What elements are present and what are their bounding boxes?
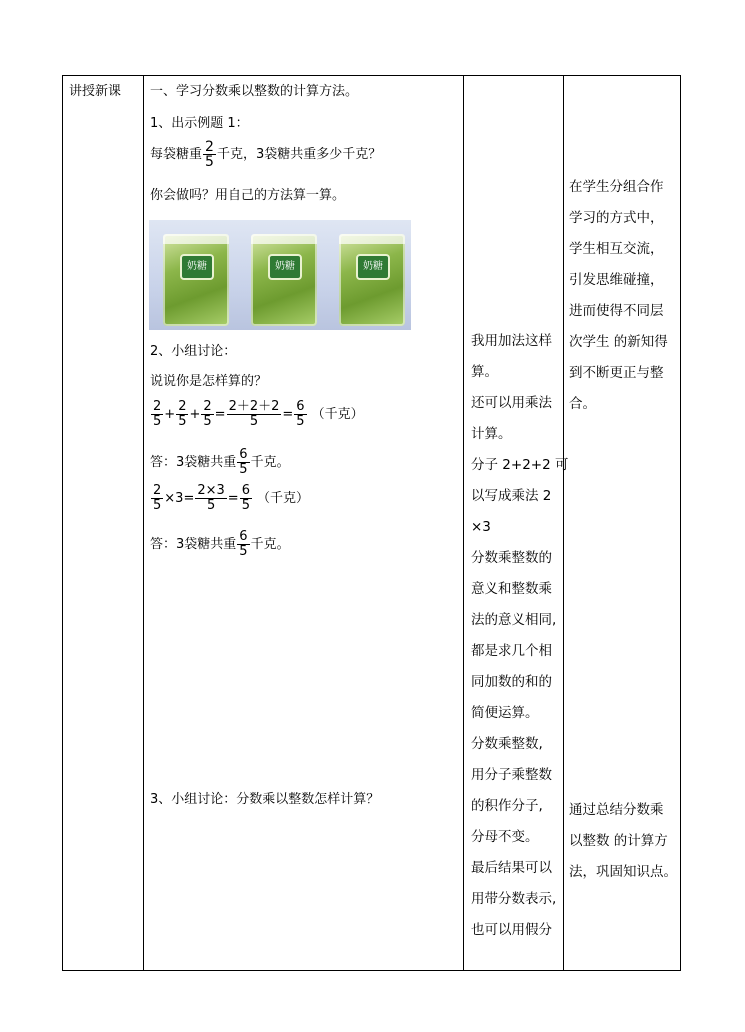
prompt-text: 你会做吗？用自己的方法算一算。 (150, 188, 346, 203)
fraction-denominator: 5 (206, 498, 216, 513)
fraction (294, 400, 306, 429)
student-line: 还可以用乘法 (471, 395, 552, 411)
bag-label: 奶糖 (356, 254, 390, 280)
fraction (176, 400, 188, 429)
design-line: 学生相互交流， (569, 241, 664, 257)
problem-fraction (203, 140, 216, 169)
design-line: 以整数 的计算方 (569, 833, 668, 849)
candy-bag-image (339, 234, 405, 326)
design-line: 次学生 的新知得 (569, 334, 668, 350)
unit-label: （千克） (311, 406, 364, 422)
design-line: 引发思维碰撞， (569, 272, 664, 288)
design-intent-bottom (569, 795, 679, 888)
student-line: ×3 (471, 519, 491, 535)
student-line: 分母不变。 (471, 829, 539, 845)
discussion-question: 说说你是怎样算的？ (150, 374, 268, 389)
student-line: 也可以用假分 (471, 922, 552, 938)
equals-sign: = (214, 406, 226, 422)
student-line: 法的意义相同, (471, 612, 557, 628)
fraction (151, 400, 163, 429)
fraction-numerator: 2 (153, 399, 162, 414)
student-line: 用分子乘整数 (471, 767, 552, 783)
design-line: 学习的方式中， (569, 210, 664, 226)
fraction-numerator: 2 (205, 139, 214, 155)
fraction-numerator: 2×3 (197, 483, 225, 498)
candy-bag-image (251, 234, 317, 326)
unit-label: （千克） (256, 490, 309, 506)
equals-sign: = (282, 406, 294, 422)
candy-bag-image (163, 234, 229, 326)
bag-label: 奶糖 (180, 254, 214, 280)
fraction-numerator: 2＋2＋2 (228, 399, 280, 414)
fraction-denominator: 5 (203, 414, 212, 429)
problem-suffix: 千克，3袋糖共重多少千克？ (216, 146, 382, 162)
design-line: 到不断更正与整 (569, 365, 664, 381)
student-line: 分数乘整数, (471, 736, 543, 752)
student-line: 都是求几个相 (471, 643, 552, 659)
design-line: 进而使得不同层 (569, 303, 664, 319)
student-line: 计算。 (471, 426, 512, 442)
student-line: 的积作分子, (471, 798, 543, 814)
column-divider (463, 76, 464, 970)
equals-sign: = (183, 490, 195, 506)
answer-suffix: 千克。 (250, 536, 290, 552)
stage-label: 讲授新课 (69, 84, 122, 99)
answer-suffix: 千克。 (250, 454, 290, 470)
student-line: 意义和整数乘 (471, 581, 552, 597)
fraction-numerator: 6 (241, 483, 250, 498)
fraction-numerator: 2 (178, 399, 187, 414)
design-line: 在学生分组合作 (569, 179, 664, 195)
fraction-denominator: 5 (241, 498, 250, 513)
design-line: 通过总结分数乘 (569, 802, 664, 818)
fraction-denominator: 5 (239, 462, 248, 477)
fraction-denominator: 5 (296, 414, 305, 429)
bag-label: 奶糖 (268, 254, 302, 280)
student-line: 同加数的和的 (471, 674, 552, 690)
equals-sign: = (227, 490, 239, 506)
problem-prefix: 每袋糖重 (150, 146, 203, 162)
column-divider (143, 76, 144, 970)
design-line: 法，巩固知识点。 (569, 864, 677, 880)
problem-statement (150, 140, 381, 169)
fraction (237, 448, 249, 477)
fraction-denominator: 5 (249, 414, 259, 429)
answer-line-2 (150, 530, 290, 559)
fraction-numerator: 6 (296, 399, 305, 414)
fraction (237, 530, 249, 559)
lesson-table (62, 75, 681, 971)
example-label: 1、出示例题 1： (150, 116, 249, 131)
fraction-denominator: 5 (153, 414, 162, 429)
candy-bags-photo (149, 220, 411, 330)
design-intent-top (569, 172, 679, 420)
student-line: 以写成乘法 2 (471, 488, 552, 504)
plus-sign: + (189, 406, 201, 422)
student-line: 分子 2+2+2 可 (471, 457, 569, 473)
student-line: 我用加法这样 (471, 333, 552, 349)
fraction (195, 484, 226, 513)
section2-title: 2、小组讨论： (150, 344, 237, 359)
fraction-numerator: 2 (203, 399, 212, 414)
fraction (201, 400, 213, 429)
fraction-numerator: 6 (239, 529, 248, 544)
multiplication-equation (150, 484, 309, 513)
fraction-denominator: 5 (239, 544, 248, 559)
fraction-numerator: 6 (239, 447, 248, 462)
plus-sign: + (164, 406, 176, 422)
fraction-denominator: 5 (178, 414, 187, 429)
student-line: 最后结果可以 (471, 860, 552, 876)
answer-prefix: 答：3袋糖共重 (150, 536, 237, 552)
answer-prefix: 答：3袋糖共重 (150, 454, 237, 470)
fraction-denominator: 5 (153, 498, 162, 513)
fraction-numerator: 2 (153, 483, 162, 498)
fraction-denominator: 5 (205, 154, 214, 170)
answer-line-1 (150, 448, 290, 477)
fraction (151, 484, 163, 513)
student-line: 分数乘整数的 (471, 550, 552, 566)
design-line: 合。 (569, 396, 596, 412)
student-line: 算。 (471, 364, 498, 380)
section1-title: 一、学习分数乘以整数的计算方法。 (150, 84, 359, 99)
student-line: 用带分数表示, (471, 891, 557, 907)
section3-title: 3、小组讨论：分数乘以整数怎样计算？ (150, 792, 380, 807)
addition-equation (150, 400, 364, 429)
times-operator: ×3 (164, 490, 184, 506)
student-activity-column (471, 326, 569, 946)
fraction (227, 400, 282, 429)
student-line: 简便运算。 (471, 705, 539, 721)
fraction (240, 484, 252, 513)
